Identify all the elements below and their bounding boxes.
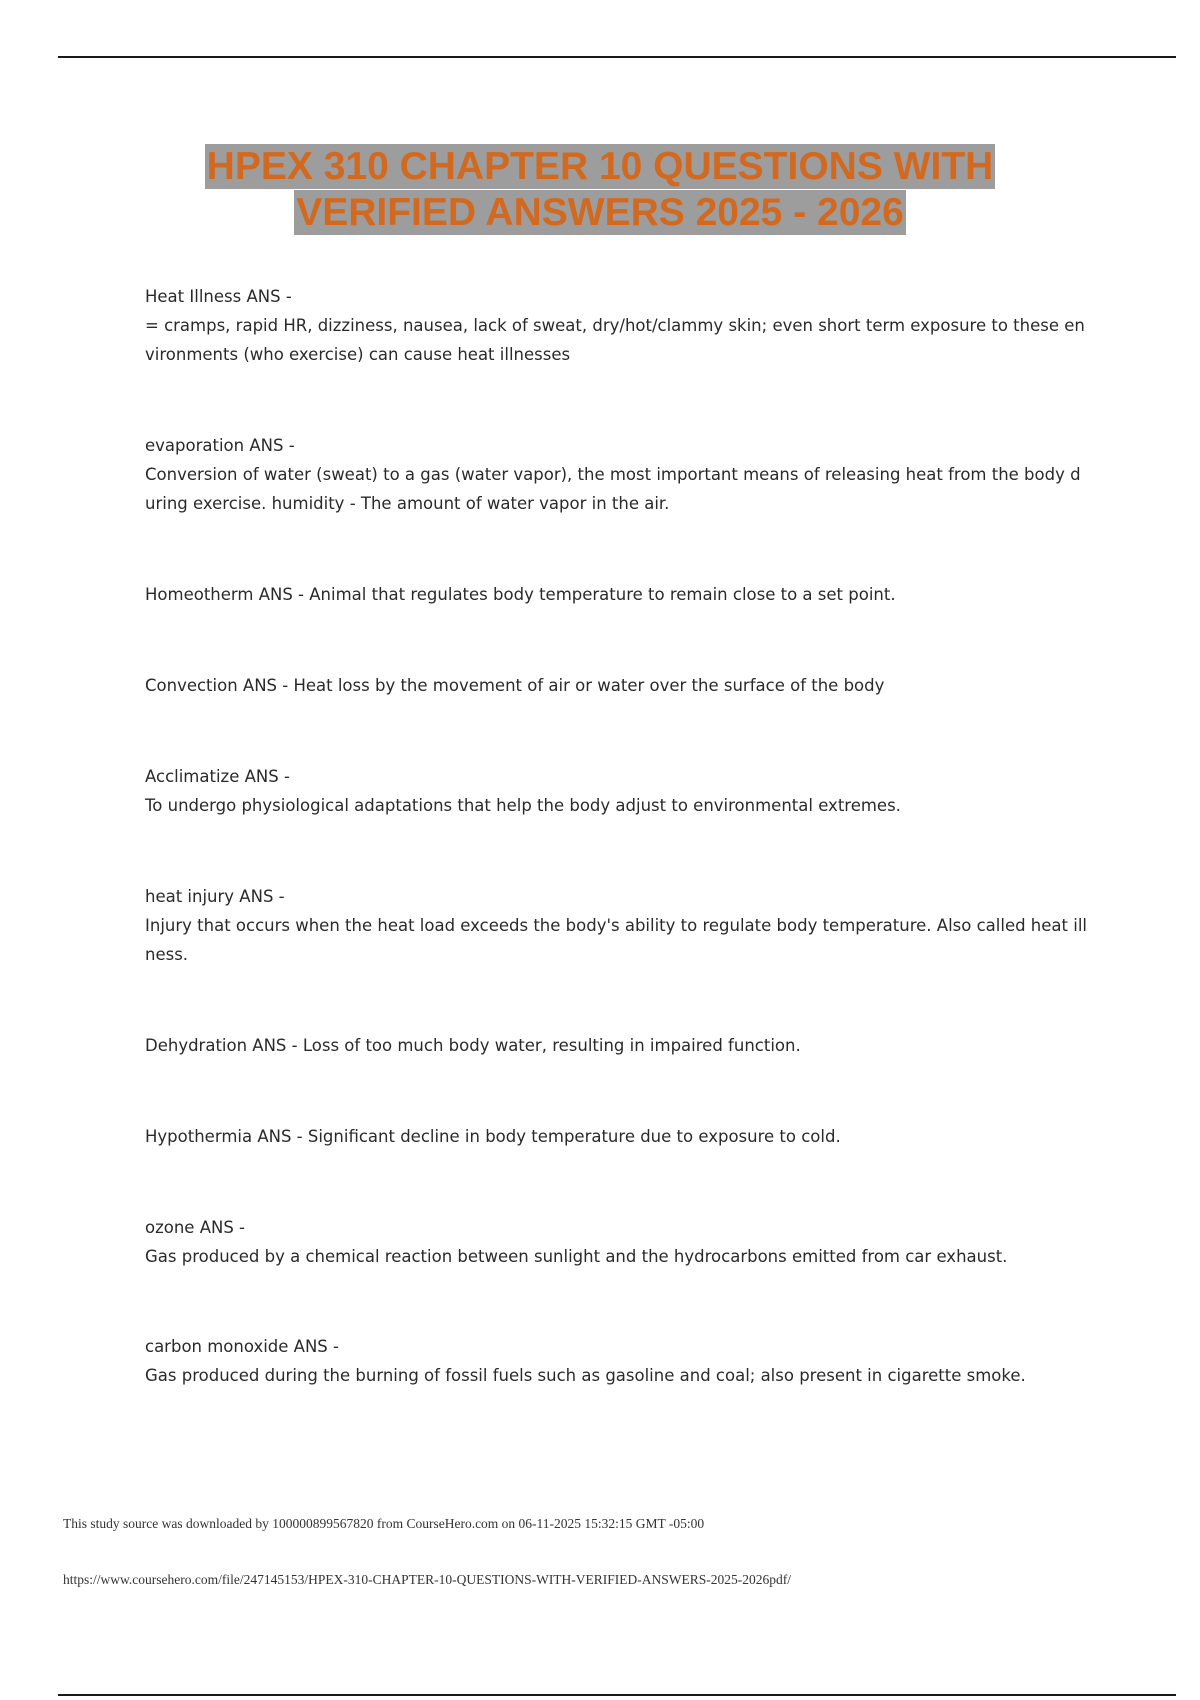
entry-definition: Loss of too much body water, resulting in impaired function.: [302, 1036, 801, 1055]
entry-definition: = cramps, rapid HR, dizziness, nausea, lack of sweat, dry/hot/clammy skin; even short term exposure to these environments (who exercise) can cause heat illnesses: [145, 316, 1085, 364]
qa-entry: [145, 1213, 1090, 1271]
entry-definition: To undergo physiological adaptations that help the body adjust to environmental extremes.: [145, 796, 901, 815]
entry-term: Acclimatize ANS -: [145, 767, 290, 786]
entry-term: Convection ANS -: [145, 676, 294, 695]
source-url[interactable]: https://www.coursehero.com/file/247145153/HPEX-310-CHAPTER-10-QUESTIONS-WITH-VERIFIED-ANSWERS-2025-2026pdf/: [63, 1572, 792, 1587]
entry-term: Heat Illness ANS -: [145, 287, 292, 306]
qa-entry: [145, 431, 1090, 518]
entry-term: ozone ANS -: [145, 1218, 246, 1237]
qa-entry: [145, 580, 1090, 609]
entry-definition: Gas produced during the burning of fossil fuels such as gasoline and coal; also present in cigarette smoke.: [145, 1366, 1026, 1385]
title-line-1: HPEX 310 CHAPTER 10 QUESTIONS WITH: [206, 145, 994, 188]
bottom-rule: [58, 1694, 1176, 1696]
top-rule: [58, 56, 1176, 58]
entry-term: Homeotherm ANS -: [145, 585, 310, 604]
qa-entry: [145, 1332, 1090, 1390]
entry-definition: Significant decline in body temperature due to exposure to cold.: [307, 1127, 841, 1146]
entry-definition: Conversion of water (sweat) to a gas (water vapor), the most important means of releasing heat from the body during exercise. humidity - The amount of water vapor in the air.: [145, 465, 1081, 513]
entry-definition: Gas produced by a chemical reaction between sunlight and the hydrocarbons emitted from car exhaust.: [145, 1247, 1008, 1266]
entry-term: Hypothermia ANS -: [145, 1127, 308, 1146]
entry-definition: Heat loss by the movement of air or water over the surface of the body: [293, 676, 885, 695]
entry-term: evaporation ANS -: [145, 436, 295, 455]
entry-term: carbon monoxide ANS -: [145, 1337, 339, 1356]
qa-entry: [145, 762, 1090, 820]
qa-entry: [145, 282, 1090, 369]
qa-entry: [145, 671, 1090, 700]
qa-entry: [145, 882, 1090, 969]
qa-entry: [145, 1031, 1090, 1060]
qa-entry: [145, 1122, 1090, 1151]
title-line-2: VERIFIED ANSWERS 2025 - 2026: [296, 191, 904, 234]
entry-definition: Animal that regulates body temperature to remain close to a set point.: [309, 585, 896, 604]
entry-term: heat injury ANS -: [145, 887, 285, 906]
download-note: This study source was downloaded by 100000899567820 from CourseHero.com on 06-11-2025 15:32:15 GMT -05:00: [63, 1516, 705, 1531]
entry-definition: Injury that occurs when the heat load exceeds the body's ability to regulate body temperature. Also called heat illness.: [145, 916, 1087, 964]
document-title: [0, 144, 1200, 236]
entry-term: Dehydration ANS -: [145, 1036, 303, 1055]
